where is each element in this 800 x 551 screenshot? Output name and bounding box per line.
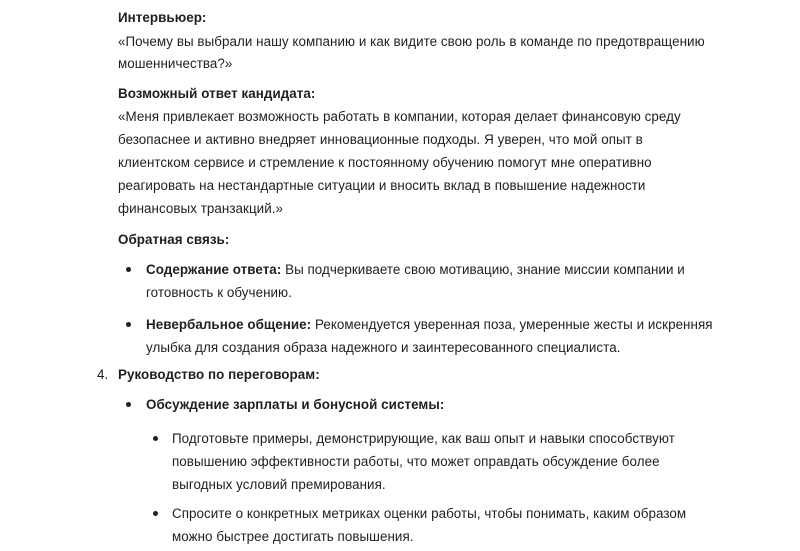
feedback-item-nonverbal-line-2: улыбка для создания образа надежного и заинтересованного специалиста. (146, 340, 621, 355)
feedback-item-term: Содержание ответа: (146, 262, 282, 277)
feedback-item-term: Невербальное общение: (146, 317, 312, 332)
section-number: 4. (97, 367, 109, 382)
candidate-label: Возможный ответ кандидата: (118, 86, 316, 101)
candidate-answer-line-1: «Меня привлекает возможность работать в компании, которая делает финансовую среду (118, 109, 681, 124)
feedback-item-text: Рекомендуется уверенная поза, умеренные жесты и искренняя (311, 317, 713, 332)
interviewer-question-line-2: мошенничества?» (118, 56, 233, 71)
section-title: Руководство по переговорам: (118, 367, 320, 382)
bullet-icon (126, 267, 131, 272)
point-2-line-2: можно быстрее достигать повышения. (172, 529, 414, 544)
point-line-2: повышению эффективности работы, что может оправдать обсуждение более (172, 454, 660, 469)
interviewer-label: Интервьюер: (118, 10, 207, 25)
candidate-answer-line-5: финансовых транзакций.» (118, 201, 283, 216)
feedback-item-content-line-2: готовность к обучению. (146, 285, 292, 300)
feedback-item-text: Вы подчеркиваете свою мотивацию, знание миссии компании и (281, 262, 685, 277)
feedback-label: Обратная связь: (118, 232, 230, 247)
point-2-line-1: Спросите о конкретных метриках оценки работы, чтобы понимать, каким образом (172, 506, 687, 521)
subsection-title: Обсуждение зарплаты и бонусной системы: (146, 397, 445, 412)
candidate-answer-line-2: безопаснее и активно внедряет инновационные подходы. Я уверен, что мой опыт в (118, 132, 643, 147)
feedback-item-nonverbal (146, 315, 713, 335)
point-line-1: Подготовьте примеры, демонстрирующие, как ваш опыт и навыки способствуют (172, 431, 675, 446)
bullet-icon (126, 402, 131, 407)
bullet-icon (153, 436, 158, 441)
interviewer-question-line-1: «Почему вы выбрали нашу компанию и как видите свою роль в команде по предотвращению (118, 34, 705, 49)
candidate-answer-line-4: реагировать на нестандартные ситуации и вносить вклад в повышение надежности (118, 178, 646, 193)
bullet-icon (153, 511, 158, 516)
bullet-icon (126, 322, 131, 327)
feedback-item-content (146, 260, 685, 280)
candidate-answer-line-3: клиентском сервисе и стремление к постоянному обучению помогут мне оперативно (118, 155, 652, 170)
point-line-3: выгодных условий премирования. (172, 477, 386, 492)
